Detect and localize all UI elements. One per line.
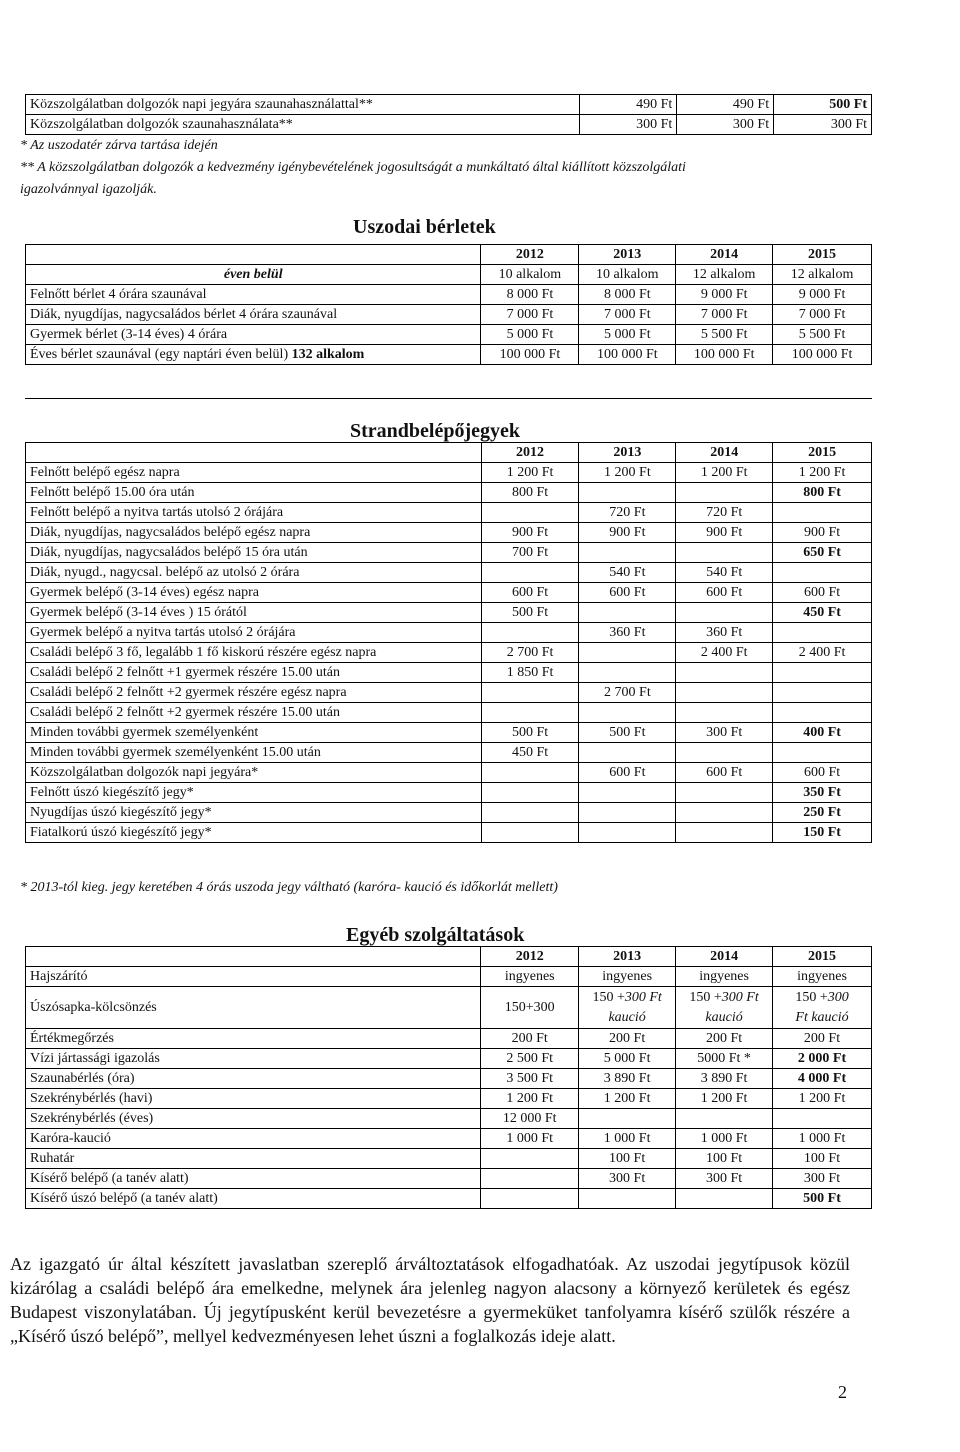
row-label: Gyermek belépő (3-14 éves) egész napra — [26, 583, 482, 603]
table-row — [26, 543, 872, 563]
row-label: Közszolgálatban dolgozók napi jegyára szaunahasználattal** — [26, 95, 580, 115]
price-cell — [481, 1169, 579, 1189]
price-cell — [773, 623, 872, 643]
row-label: Kísérő úszó belépő (a tanév alatt) — [26, 1189, 481, 1209]
price-cell — [773, 683, 872, 703]
table-row — [26, 967, 872, 987]
price-cell: 3 890 Ft — [579, 1069, 676, 1089]
price-cell: 720 Ft — [676, 503, 773, 523]
price-cell — [579, 643, 676, 663]
table-row — [26, 115, 872, 135]
price-cell: 540 Ft — [676, 563, 773, 583]
year-header: 2015 — [773, 443, 872, 463]
row-label: Családi belépő 2 felnőtt +2 gyermek részére egész napra — [26, 683, 482, 703]
sapka-cell — [773, 987, 872, 1029]
price-cell: 150 Ft — [773, 823, 872, 843]
price-cell: 350 Ft — [773, 783, 872, 803]
price-cell: 1 000 Ft — [676, 1129, 773, 1149]
price-cell — [676, 663, 773, 683]
table-row — [26, 803, 872, 823]
row-label: Családi belépő 2 felnőtt +2 gyermek részére 15.00 után — [26, 703, 482, 723]
price-cell: 5 000 Ft — [579, 325, 676, 345]
price-cell — [676, 483, 773, 503]
price-cell — [676, 703, 773, 723]
table-row — [26, 463, 872, 483]
table-row — [26, 345, 872, 365]
row-label: Kísérő belépő (a tanév alatt) — [26, 1169, 481, 1189]
price-cell: 300 Ft — [676, 1169, 773, 1189]
table-row — [26, 1069, 872, 1089]
row-label — [26, 345, 481, 365]
price-cell — [481, 503, 579, 523]
row-label-text: Éves bérlet szaunával (egy naptári éven belül) — [30, 346, 292, 362]
price-cell: 100 Ft — [579, 1149, 676, 1169]
price-cell: 2 400 Ft — [676, 643, 773, 663]
price-cell: 250 Ft — [773, 803, 872, 823]
price-cell — [481, 683, 579, 703]
price-cell — [481, 623, 579, 643]
table-row — [26, 703, 872, 723]
row-label: Családi belépő 3 fő, legalább 1 fő kiskorú részére egész napra — [26, 643, 482, 663]
price-cell: 2 700 Ft — [481, 643, 579, 663]
strand-note: * 2013-tól kieg. jegy keretében 4 órás uszoda jegy váltható (karóra- kaució és időkorlát mellett) — [20, 880, 558, 895]
price-cell: 300 Ft — [677, 115, 774, 135]
price-cell: 600 Ft — [579, 583, 676, 603]
price-cell — [579, 743, 676, 763]
price-cell: ingyenes — [481, 967, 579, 987]
row-label: Szaunabérlés (óra) — [26, 1069, 481, 1089]
price-cell: 100 Ft — [676, 1149, 773, 1169]
price-cell: 100 000 Ft — [676, 345, 773, 365]
price-cell: 900 Ft — [579, 523, 676, 543]
price-cell: 1 200 Ft — [773, 463, 872, 483]
price-cell: 150+300 — [481, 987, 579, 1029]
price-cell — [481, 1149, 579, 1169]
price-cell — [481, 763, 579, 783]
row-label: Nyugdíjas úszó kiegészítő jegy* — [26, 803, 482, 823]
table-row — [26, 823, 872, 843]
sapka-kaucio: kaució — [705, 1009, 743, 1025]
price-cell: 1 200 Ft — [481, 463, 579, 483]
egyeb-table — [25, 946, 872, 1209]
price-cell — [579, 803, 676, 823]
row-label: Gyermek belépő (3-14 éves ) 15 órától — [26, 603, 482, 623]
price-cell — [676, 1109, 773, 1129]
price-cell: 1 200 Ft — [579, 1089, 676, 1109]
strand-title: Strandbelépőjegyek — [350, 420, 520, 442]
table-row — [26, 1189, 872, 1209]
price-cell: 2 000 Ft — [773, 1049, 872, 1069]
price-cell: 600 Ft — [676, 583, 773, 603]
price-cell: 300 Ft — [676, 723, 773, 743]
row-label: Úszósapka-kölcsönzés — [26, 987, 481, 1029]
price-cell — [773, 1109, 872, 1129]
price-cell — [481, 563, 579, 583]
price-cell: 200 Ft — [481, 1029, 579, 1049]
sapka-base: 150 + — [592, 989, 625, 1005]
price-cell: 450 Ft — [481, 743, 579, 763]
egyeb-title: Egyéb szolgáltatások — [346, 924, 525, 946]
alkalom-cell: 10 alkalom — [579, 265, 676, 285]
price-cell — [773, 563, 872, 583]
row-label: Hajszárító — [26, 967, 481, 987]
price-cell: 7 000 Ft — [773, 305, 872, 325]
year-header: 2012 — [481, 443, 579, 463]
header-blank — [26, 947, 481, 967]
table-row — [26, 987, 872, 1029]
row-label: Felnőtt belépő egész napra — [26, 463, 482, 483]
header-blank — [26, 245, 481, 265]
top-price-table — [25, 94, 872, 135]
sapka-base: 150 + — [795, 989, 828, 1005]
table-row — [26, 743, 872, 763]
table-row — [26, 1149, 872, 1169]
sapka-deposit: 300 — [827, 989, 849, 1005]
price-cell: 1 000 Ft — [481, 1129, 579, 1149]
even-belul-label: éven belül — [26, 265, 481, 285]
table-row — [26, 683, 872, 703]
row-label: Közszolgálatban dolgozók napi jegyára* — [26, 763, 482, 783]
year-header: 2015 — [773, 947, 872, 967]
year-header: 2014 — [676, 947, 773, 967]
price-cell: 800 Ft — [773, 483, 872, 503]
price-cell: 400 Ft — [773, 723, 872, 743]
price-cell: 8 000 Ft — [579, 285, 676, 305]
sapka-cell — [676, 987, 773, 1029]
price-cell — [579, 663, 676, 683]
year-header: 2013 — [579, 443, 676, 463]
price-cell: 1 200 Ft — [676, 463, 773, 483]
table-row — [26, 95, 872, 115]
price-cell — [676, 683, 773, 703]
price-cell: 500 Ft — [481, 603, 579, 623]
price-cell: 600 Ft — [579, 763, 676, 783]
price-cell: 1 850 Ft — [481, 663, 579, 683]
price-cell: 1 200 Ft — [676, 1089, 773, 1109]
price-cell: 600 Ft — [773, 583, 872, 603]
table-row — [26, 1089, 872, 1109]
price-cell — [481, 703, 579, 723]
price-cell: 300 Ft — [579, 1169, 676, 1189]
table-row — [26, 483, 872, 503]
price-cell: 5000 Ft * — [676, 1049, 773, 1069]
sapka-deposit: 300 Ft — [721, 989, 759, 1005]
price-cell: 800 Ft — [481, 483, 579, 503]
price-cell: 650 Ft — [773, 543, 872, 563]
row-label: Szekrénybérlés (éves) — [26, 1109, 481, 1129]
row-label: Vízi jártassági igazolás — [26, 1049, 481, 1069]
table-row — [26, 325, 872, 345]
table-row — [26, 1029, 872, 1049]
price-cell — [481, 1189, 579, 1209]
price-cell: 2 700 Ft — [579, 683, 676, 703]
row-label: Közszolgálatban dolgozók szaunahasználata** — [26, 115, 580, 135]
price-cell: 100 000 Ft — [481, 345, 579, 365]
year-header: 2012 — [481, 245, 579, 265]
table-row — [26, 623, 872, 643]
table-row — [26, 663, 872, 683]
table-row — [26, 583, 872, 603]
price-cell: 300 Ft — [773, 1169, 872, 1189]
price-cell: 2 500 Ft — [481, 1049, 579, 1069]
price-cell: 5 500 Ft — [773, 325, 872, 345]
price-cell: 900 Ft — [676, 523, 773, 543]
top-note-2: ** A közszolgálatban dolgozók a kedvezmény igénybevételének jogosultságát a munkáltató által kiállított közszolgálati — [20, 160, 686, 175]
uszodai-table — [25, 244, 872, 365]
price-cell: 9 000 Ft — [676, 285, 773, 305]
price-cell — [676, 803, 773, 823]
table-row — [26, 305, 872, 325]
price-cell — [481, 803, 579, 823]
sapka-kaucio: Ft kaució — [795, 1009, 849, 1025]
price-cell — [579, 603, 676, 623]
price-cell — [579, 823, 676, 843]
price-cell: 200 Ft — [773, 1029, 872, 1049]
price-cell: 300 Ft — [580, 115, 677, 135]
price-cell: 500 Ft — [579, 723, 676, 743]
top-note-3: igazolvánnyal igazolják. — [20, 182, 157, 197]
row-label: Felnőtt belépő a nyitva tartás utolsó 2 órájára — [26, 503, 482, 523]
price-cell: 1 200 Ft — [773, 1089, 872, 1109]
price-cell: 490 Ft — [580, 95, 677, 115]
price-cell: 100 Ft — [773, 1149, 872, 1169]
row-label: Karóra-kaució — [26, 1129, 481, 1149]
price-cell — [773, 703, 872, 723]
price-cell — [773, 743, 872, 763]
price-cell: 5 000 Ft — [579, 1049, 676, 1069]
price-cell: 2 400 Ft — [773, 643, 872, 663]
alkalom-cell: 12 alkalom — [773, 265, 872, 285]
header-row — [26, 245, 872, 265]
price-cell: 600 Ft — [773, 763, 872, 783]
header-blank — [26, 443, 482, 463]
price-cell: 200 Ft — [676, 1029, 773, 1049]
row-label: Ruhatár — [26, 1149, 481, 1169]
price-cell: 8 000 Ft — [481, 285, 579, 305]
row-label: Gyermek belépő a nyitva tartás utolsó 2 órájára — [26, 623, 482, 643]
header-row — [26, 443, 872, 463]
year-header: 2014 — [676, 443, 773, 463]
row-label: Felnőtt úszó kiegészítő jegy* — [26, 783, 482, 803]
price-cell: 500 Ft — [774, 95, 872, 115]
table-row — [26, 783, 872, 803]
row-label: Felnőtt bérlet 4 órára szaunával — [26, 285, 481, 305]
row-label: Fiatalkorú úszó kiegészítő jegy* — [26, 823, 482, 843]
year-header: 2014 — [676, 245, 773, 265]
table-row — [26, 285, 872, 305]
table-row — [26, 763, 872, 783]
alkalom-row — [26, 265, 872, 285]
row-label: Értékmegőrzés — [26, 1029, 481, 1049]
price-cell: 1 000 Ft — [579, 1129, 676, 1149]
price-cell — [773, 663, 872, 683]
page-number: 2 — [838, 1382, 847, 1402]
price-cell: 5 500 Ft — [676, 325, 773, 345]
price-cell — [676, 783, 773, 803]
price-cell: 300 Ft — [774, 115, 872, 135]
price-cell: ingyenes — [676, 967, 773, 987]
price-cell — [481, 783, 579, 803]
price-cell: 3 500 Ft — [481, 1069, 579, 1089]
price-cell: 4 000 Ft — [773, 1069, 872, 1089]
price-cell: 100 000 Ft — [579, 345, 676, 365]
price-cell — [676, 743, 773, 763]
price-cell: 360 Ft — [676, 623, 773, 643]
table-row — [26, 503, 872, 523]
strand-table — [25, 442, 872, 843]
row-label: Diák, nyugdíjas, nagycsaládos bérlet 4 órára szaunával — [26, 305, 481, 325]
row-label: Szekrénybérlés (havi) — [26, 1089, 481, 1109]
top-note-1: * Az uszodatér zárva tartása idején — [20, 138, 218, 153]
year-header: 2013 — [579, 947, 676, 967]
price-cell: 200 Ft — [579, 1029, 676, 1049]
price-cell: 12 000 Ft — [481, 1109, 579, 1129]
row-label: Diák, nyugdíjas, nagycsaládos belépő 15 óra után — [26, 543, 482, 563]
table-row — [26, 1169, 872, 1189]
price-cell: 600 Ft — [481, 583, 579, 603]
row-label: Családi belépő 2 felnőtt +1 gyermek részére 15.00 után — [26, 663, 482, 683]
price-cell: 1 200 Ft — [579, 463, 676, 483]
price-cell: 1 000 Ft — [773, 1129, 872, 1149]
price-cell: 100 000 Ft — [773, 345, 872, 365]
row-label: Minden további gyermek személyenként 15.00 után — [26, 743, 482, 763]
price-cell — [676, 543, 773, 563]
price-cell: 500 Ft — [481, 723, 579, 743]
price-cell: 1 200 Ft — [481, 1089, 579, 1109]
year-header: 2015 — [773, 245, 872, 265]
table-row — [26, 523, 872, 543]
sapka-deposit: 300 Ft — [624, 989, 662, 1005]
price-cell: ingyenes — [579, 967, 676, 987]
price-cell: 3 890 Ft — [676, 1069, 773, 1089]
price-cell — [579, 1189, 676, 1209]
summary-paragraph: Az igazgató úr által készített javaslatban szereplő árváltoztatások elfogadhatóak. Az uszodai jegytípusok közül kizárólag a családi belépő ára emelkedne, melynek ára jelenleg nagyon alacsony a környező kerületek és egész Budapest viszonylatában. Új jegytípusként kerül bevezetésre a gyermeküket tanfolyamra kísérő szülők részére a „Kísérő úszó belépő”, mellyel kedvezményesen lehet úszni a foglalkozás ideje alatt. — [10, 1254, 850, 1346]
price-cell: 600 Ft — [676, 763, 773, 783]
price-cell: 5 000 Ft — [481, 325, 579, 345]
sapka-base: 150 + — [689, 989, 722, 1005]
price-cell — [481, 823, 579, 843]
uszodai-title: Uszodai bérletek — [353, 216, 496, 238]
price-cell: 490 Ft — [677, 95, 774, 115]
year-header: 2012 — [481, 947, 579, 967]
row-label: Diák, nyugdíjas, nagycsaládos belépő egész napra — [26, 523, 482, 543]
price-cell: 7 000 Ft — [579, 305, 676, 325]
row-label: Minden további gyermek személyenként — [26, 723, 482, 743]
row-label: Diák, nyugd., nagycsal. belépő az utolsó 2 órára — [26, 563, 482, 583]
section-divider — [25, 398, 872, 399]
price-cell: 7 000 Ft — [676, 305, 773, 325]
year-header: 2013 — [579, 245, 676, 265]
price-cell: 450 Ft — [773, 603, 872, 623]
table-row — [26, 723, 872, 743]
alkalom-cell: 12 alkalom — [676, 265, 773, 285]
row-label: Felnőtt belépő 15.00 óra után — [26, 483, 482, 503]
table-row — [26, 563, 872, 583]
table-row — [26, 1129, 872, 1149]
price-cell: 540 Ft — [579, 563, 676, 583]
row-label: Gyermek bérlet (3-14 éves) 4 órára — [26, 325, 481, 345]
price-cell: ingyenes — [773, 967, 872, 987]
price-cell: 720 Ft — [579, 503, 676, 523]
price-cell: 7 000 Ft — [481, 305, 579, 325]
price-cell — [773, 503, 872, 523]
table-row — [26, 1109, 872, 1129]
sapka-cell — [579, 987, 676, 1029]
header-row — [26, 947, 872, 967]
price-cell — [579, 483, 676, 503]
table-row — [26, 1049, 872, 1069]
sapka-kaucio: kaució — [608, 1009, 646, 1025]
alkalom-cell: 10 alkalom — [481, 265, 579, 285]
price-cell — [676, 823, 773, 843]
table-row — [26, 603, 872, 623]
price-cell — [579, 783, 676, 803]
price-cell — [579, 543, 676, 563]
price-cell: 900 Ft — [773, 523, 872, 543]
price-cell: 9 000 Ft — [773, 285, 872, 305]
table-row — [26, 643, 872, 663]
price-cell: 500 Ft — [773, 1189, 872, 1209]
price-cell — [676, 603, 773, 623]
price-cell — [676, 1189, 773, 1209]
price-cell: 700 Ft — [481, 543, 579, 563]
price-cell: 900 Ft — [481, 523, 579, 543]
price-cell — [579, 1109, 676, 1129]
price-cell — [579, 703, 676, 723]
row-label-bold: 132 alkalom — [291, 346, 365, 362]
price-cell: 360 Ft — [579, 623, 676, 643]
